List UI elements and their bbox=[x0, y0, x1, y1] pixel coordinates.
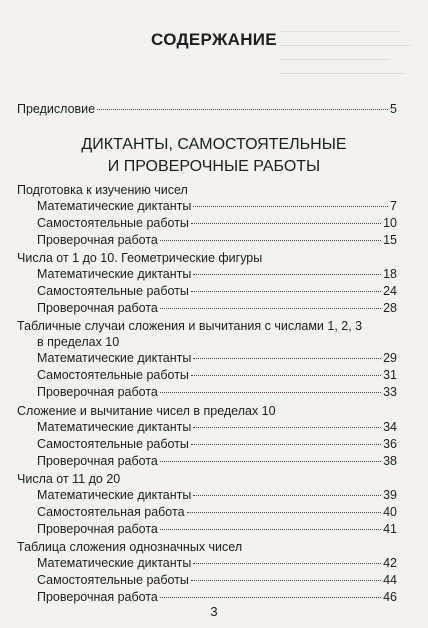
section-heading-line2: И ПРОВЕРОЧНЫЕ РАБОТЫ bbox=[107, 158, 321, 175]
dot-leader bbox=[160, 529, 381, 530]
toc-page-number: 24 bbox=[383, 284, 397, 298]
dot-leader bbox=[191, 580, 381, 581]
toc-label: Проверочная работа bbox=[37, 233, 158, 247]
toc-label: Предисловие bbox=[17, 102, 96, 116]
toc-label: Математические диктанты bbox=[37, 556, 192, 570]
toc-label: Проверочная работа bbox=[37, 385, 158, 399]
toc-item bbox=[37, 300, 397, 317]
dot-leader bbox=[97, 109, 388, 110]
toc-item bbox=[37, 266, 397, 283]
toc-page-number: 10 bbox=[383, 216, 397, 230]
page-title: СОДЕРЖАНИЕ bbox=[151, 30, 277, 49]
dot-leader bbox=[160, 597, 381, 598]
dot-leader bbox=[160, 392, 381, 393]
toc-label: Проверочная работа bbox=[37, 454, 158, 468]
toc-item bbox=[37, 419, 397, 436]
dot-leader bbox=[193, 563, 381, 564]
toc-item bbox=[37, 555, 397, 572]
dot-leader bbox=[193, 495, 381, 496]
page-number: 3 bbox=[210, 604, 218, 619]
toc-page-number: 34 bbox=[383, 420, 397, 434]
toc-page-number: 38 bbox=[383, 454, 397, 468]
toc-section-title: Числа от 1 до 10. Геометрические фигуры bbox=[17, 251, 263, 265]
dot-leader bbox=[191, 444, 381, 445]
toc-row-preface bbox=[17, 101, 397, 118]
dot-leader bbox=[160, 240, 381, 241]
toc-section-title: Подготовка к изучению чисел bbox=[17, 183, 188, 197]
dot-leader bbox=[160, 461, 381, 462]
toc-label: Математические диктанты bbox=[37, 199, 192, 213]
toc-item bbox=[37, 215, 397, 232]
toc-label: Математические диктанты bbox=[37, 267, 192, 281]
toc-label: Математические диктанты bbox=[37, 420, 192, 434]
dot-leader bbox=[191, 375, 381, 376]
dot-leader bbox=[187, 512, 382, 513]
toc-page-number: 29 bbox=[383, 351, 397, 365]
toc-page-number: 46 bbox=[383, 590, 397, 604]
toc-page-number: 42 bbox=[383, 556, 397, 570]
dot-leader bbox=[160, 308, 381, 309]
toc-item bbox=[37, 572, 397, 589]
section-heading-line1: ДИКТАНТЫ, САМОСТОЯТЕЛЬНЫЕ bbox=[81, 136, 347, 153]
toc-label: Проверочная работа bbox=[37, 590, 158, 604]
toc-item bbox=[37, 384, 397, 401]
dot-leader bbox=[191, 223, 381, 224]
toc-label: Проверочная работа bbox=[37, 301, 158, 315]
dot-leader bbox=[191, 291, 381, 292]
toc-label: Самостоятельные работы bbox=[37, 437, 189, 451]
dot-leader bbox=[193, 206, 388, 207]
toc-item bbox=[37, 521, 397, 538]
toc-page-number: 39 bbox=[383, 488, 397, 502]
toc-label: Самостоятельные работы bbox=[37, 573, 189, 587]
toc-label: Самостоятельные работы bbox=[37, 284, 189, 298]
toc-section-title-continued: в пределах 10 bbox=[37, 335, 120, 349]
toc-page-number: 18 bbox=[383, 267, 397, 281]
toc-item bbox=[37, 453, 397, 470]
toc-label: Самостоятельные работы bbox=[37, 368, 189, 382]
toc-item bbox=[37, 283, 397, 300]
toc-label: Математические диктанты bbox=[37, 488, 192, 502]
toc-item bbox=[37, 487, 397, 504]
toc-page-number: 5 bbox=[390, 102, 397, 116]
toc-item bbox=[37, 436, 397, 453]
toc-label: Математические диктанты bbox=[37, 351, 192, 365]
toc-label: Самостоятельные работы bbox=[37, 216, 189, 230]
toc-item bbox=[37, 504, 397, 521]
toc-section-title: Числа от 11 до 20 bbox=[17, 472, 121, 486]
dot-leader bbox=[193, 427, 381, 428]
toc-section-title: Табличные случаи сложения и вычитания с числами 1, 2, 3 bbox=[17, 319, 363, 333]
toc-item bbox=[37, 367, 397, 384]
toc-page-number: 28 bbox=[383, 301, 397, 315]
toc-item bbox=[37, 350, 397, 367]
toc-section-title: Сложение и вычитание чисел в пределах 10 bbox=[17, 404, 276, 418]
toc-page-number: 41 bbox=[383, 522, 397, 536]
toc-page-number: 36 bbox=[383, 437, 397, 451]
toc-label: Самостоятельная работа bbox=[37, 505, 185, 519]
toc-page-number: 33 bbox=[383, 385, 397, 399]
dot-leader bbox=[193, 358, 381, 359]
toc-label: Проверочная работа bbox=[37, 522, 158, 536]
toc-item bbox=[37, 232, 397, 249]
toc-page-number: 44 bbox=[383, 573, 397, 587]
toc-item bbox=[37, 198, 397, 215]
toc-page-number: 40 bbox=[383, 505, 397, 519]
toc-page-number: 7 bbox=[390, 199, 397, 213]
toc-section-title: Таблица сложения однозначных чисел bbox=[17, 540, 243, 554]
toc-page-number: 15 bbox=[383, 233, 397, 247]
toc-page-number: 31 bbox=[383, 368, 397, 382]
dot-leader bbox=[193, 274, 381, 275]
